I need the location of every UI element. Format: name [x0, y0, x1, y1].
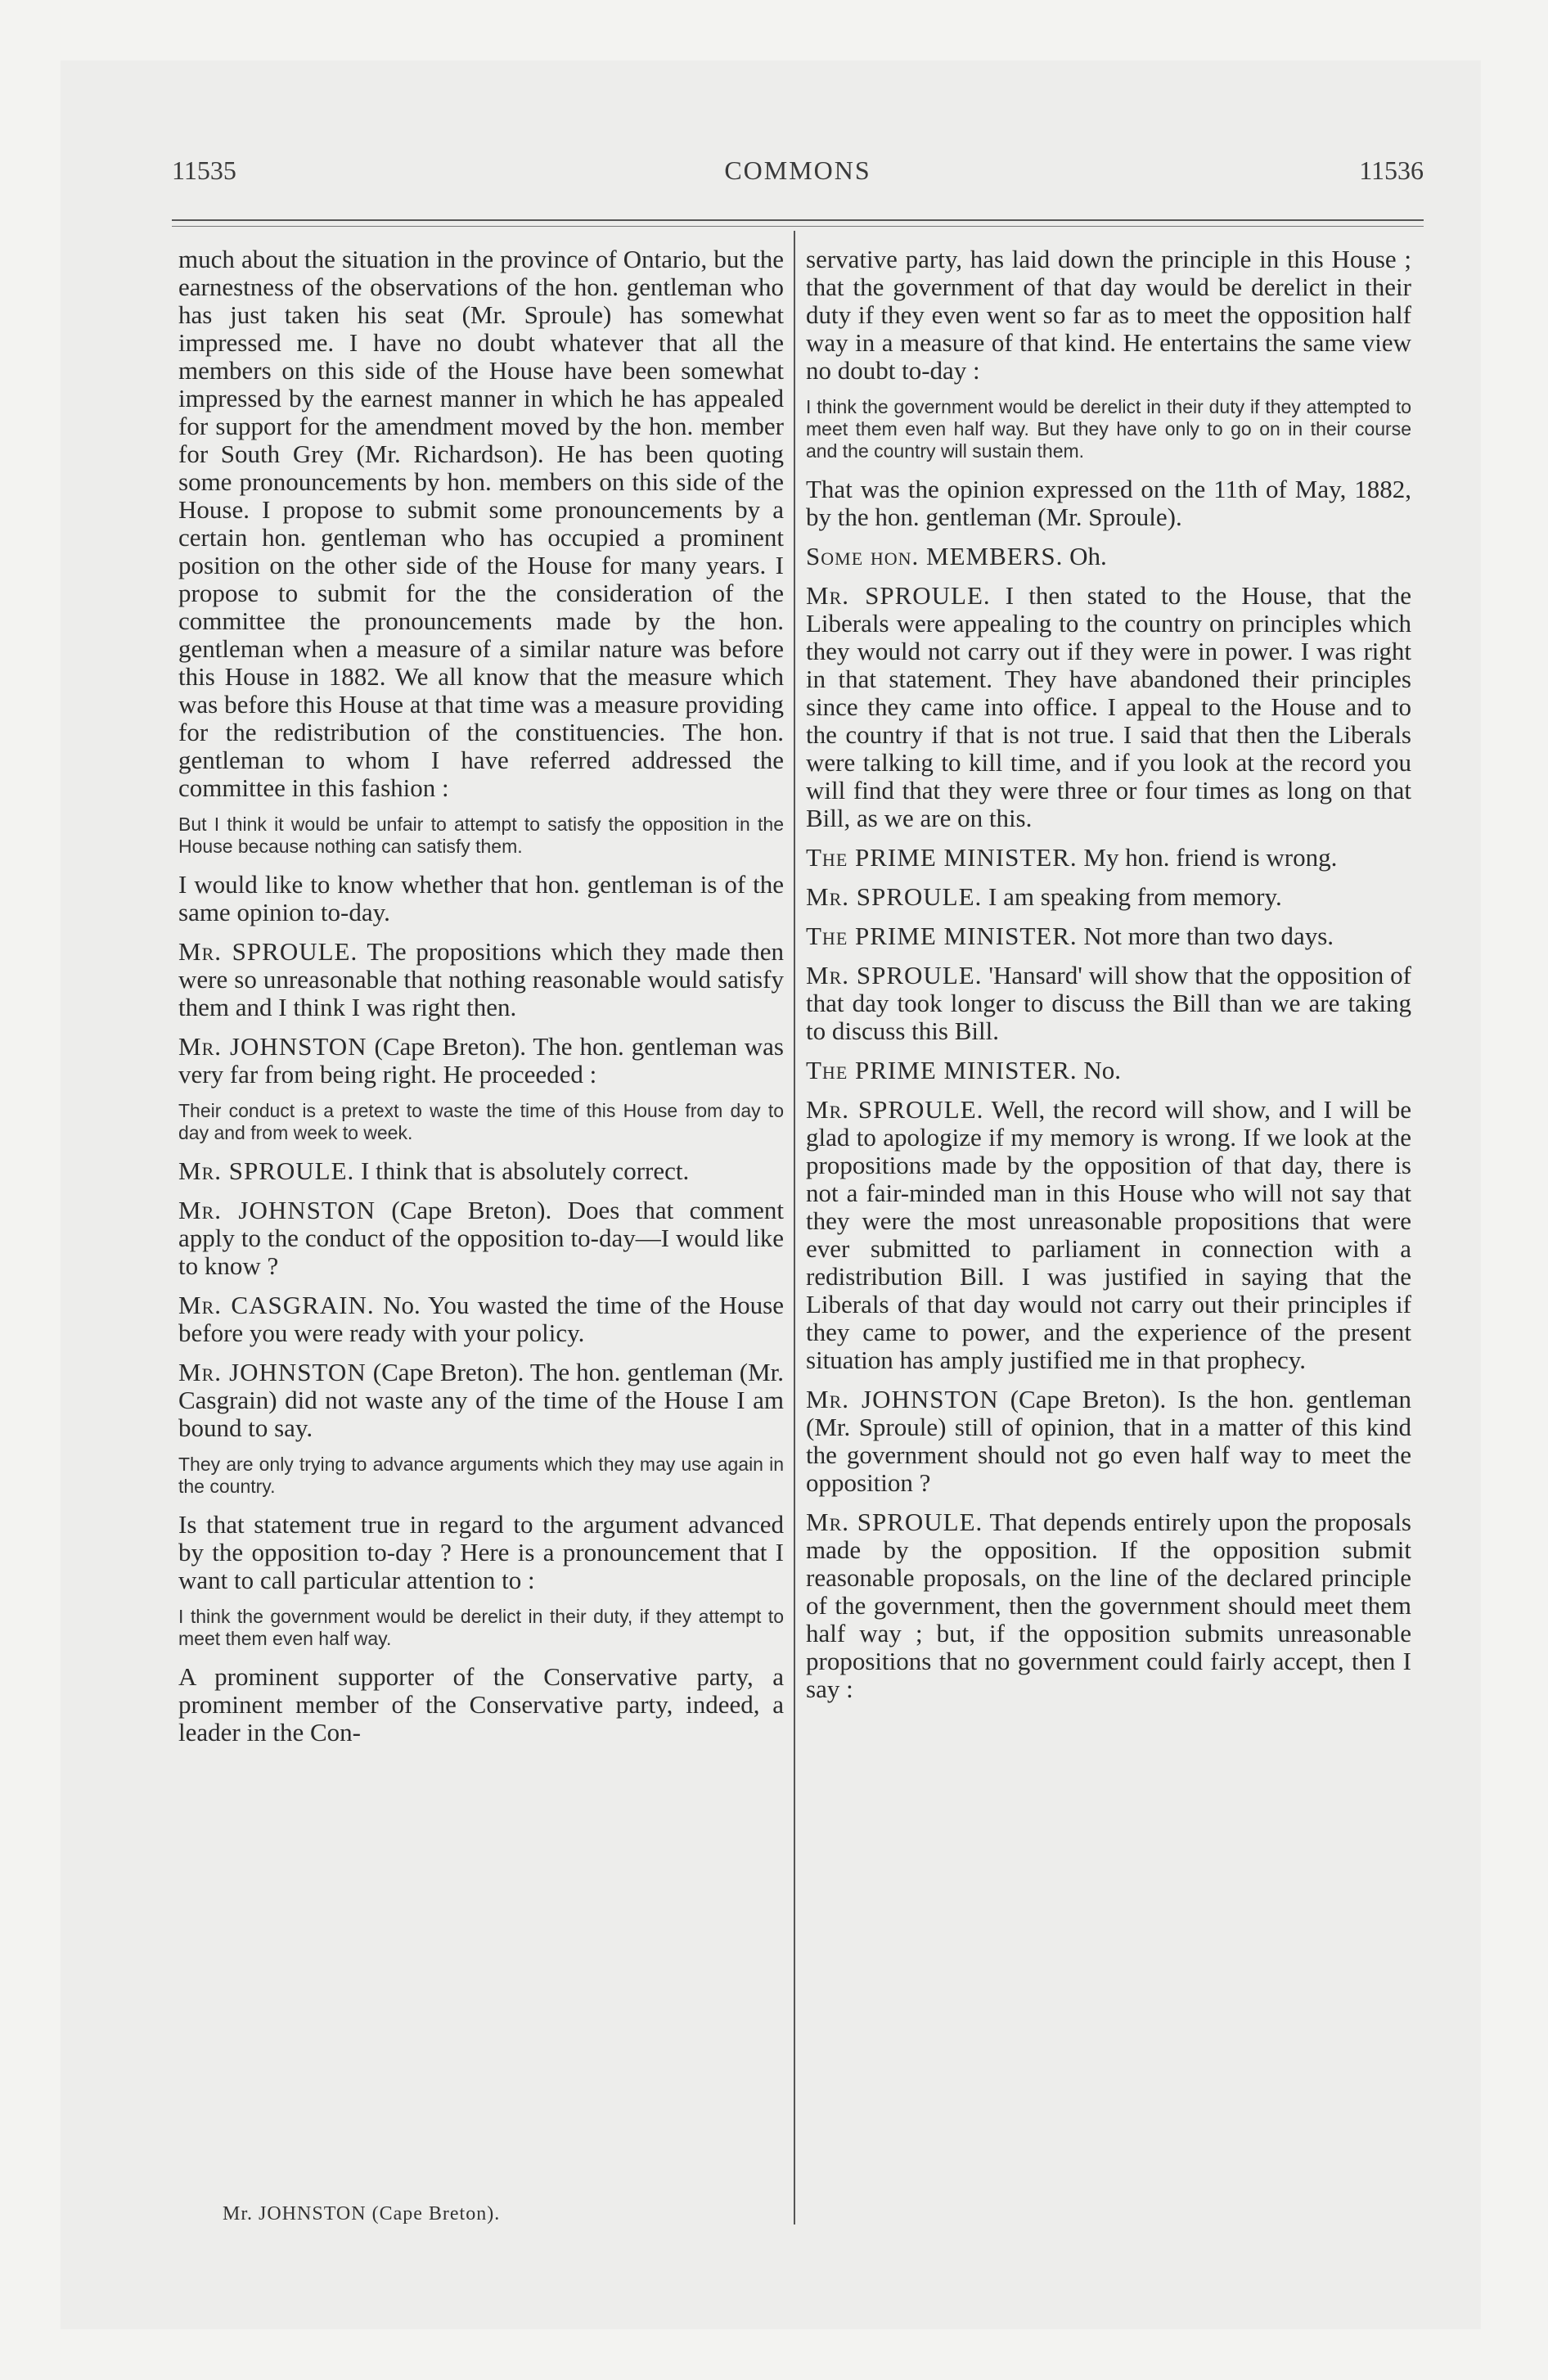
paragraph: servative party, has laid down the principle in this House ; that the government of that day would be derelict in their duty if they even went so far as to meet the opposition half way in a measure of that kind. He entertains the same view no doubt to-day :: [806, 245, 1411, 385]
right-column: [806, 246, 1411, 1715]
speech-text: I then stated to the House, that the Liberals were appealing to the country on principles which they would not carry out if they were in power. I was right in that statement. They have abandoned their principles since they came into office. I appeal to the House and to the country if that is not true. I said that then the Liberals were talking to kill time, and if you look at the record you will find that they were three or four times as long on that Bill, as we are on this.: [806, 581, 1411, 832]
speech-paragraph: [806, 1386, 1411, 1497]
speaker-name: Mr. JOHNSTON: [178, 1358, 367, 1386]
speech-text: I am speaking from memory.: [982, 882, 1282, 911]
paragraph: much about the situation in the province of Ontario, but the earnestness of the observations of the hon. gentleman who has just taken his seat (Mr. Sproule) has somewhat impressed me. I have no doubt whatever that all the members on this side of the House have been somewhat impressed by the earnest manner in which he has appealed for support for the amendment moved by the hon. member for South Grey (Mr. Richardson). He has been quoting some pronouncements by hon. members on this side of the House. I propose to submit some pronouncements by a certain hon. gentleman who has occupied a prominent position on the other side of the House for many years. I propose to submit for the the consideration of the committee the pronouncements made by the hon. gentleman when a measure of a similar nature was before this House in 1882. We all know that the measure which was before this House at that time was a measure providing for the redistribution of the constituencies. The hon. gentleman to whom I have referred addressed the committee in this fashion :: [178, 245, 784, 802]
footer-catchword: Mr. JOHNSTON (Cape Breton).: [223, 2203, 501, 2224]
speech-paragraph: [806, 582, 1411, 832]
speech-text: Not more than two days.: [1077, 922, 1334, 950]
speech-text: No.: [1077, 1056, 1122, 1084]
speaker-name: Mr. SPROULE.: [806, 1095, 984, 1124]
speaker-name: Some hon. MEMBERS.: [806, 542, 1064, 570]
paragraph: Is that statement true in regard to the argument advanced by the opposition to-day ? Here is a pronouncement that I want to call particular attention to :: [178, 1510, 784, 1594]
speech-paragraph: [806, 1508, 1411, 1703]
speech-text: (Cape Breton). The hon. gentleman was very far from being right. He proceeded :: [178, 1032, 784, 1089]
header-rule: [172, 219, 1424, 221]
page-number-right: 11536: [1359, 156, 1424, 185]
quoted-passage: But I think it would be unfair to attempt to satisfy the opposition in the House because nothing can satisfy them.: [178, 814, 784, 857]
speaker-name: Mr. SPROULE.: [806, 882, 983, 911]
speaker-name: Mr. SPROULE.: [178, 937, 358, 966]
quoted-passage: Their conduct is a pretext to waste the time of this House from day to day and from week to week.: [178, 1100, 784, 1143]
page-number-left: 11535: [172, 156, 236, 185]
speaker-name: The PRIME MINISTER.: [806, 843, 1078, 872]
speech-paragraph: [178, 1033, 784, 1089]
speech-text: That depends entirely upon the proposals made by the opposition. If the opposition submit reasonable proposals, on the line of the declared principle of the government, then the government should meet them half way ; but, if the opposition submits unreasonable propositions that no government could fairly accept, then I say :: [806, 1508, 1411, 1703]
header-rule-thin: [172, 226, 1424, 227]
quoted-passage: I think the government would be derelict in their duty, if they attempt to meet them even half way.: [178, 1606, 784, 1649]
column-divider: [794, 231, 795, 2224]
speech-text: (Cape Breton). Is the hon. gentleman (Mr. Sproule) still of opinion, that in a matter of this kind the government should not go even half way to meet the opposition ?: [806, 1385, 1412, 1497]
speech-paragraph: [178, 938, 784, 1021]
page-header: [172, 156, 1424, 188]
quoted-passage: I think the government would be derelict in their duty if they attempted to meet them even half way. But they have only to go on in their course and the country will sustain them.: [806, 396, 1411, 462]
running-title: COMMONS: [724, 156, 871, 185]
paragraph: A prominent supporter of the Conservative party, a prominent member of the Conservative party, indeed, a leader in the Con-: [178, 1662, 784, 1747]
speech-text: My hon. friend is wrong.: [1077, 843, 1338, 872]
speech-paragraph: [806, 962, 1411, 1045]
speech-text: The propositions which they made then were so unreasonable that nothing reasonable would satisfy them and I think I was right then.: [178, 937, 785, 1021]
speech-paragraph: [806, 844, 1411, 872]
speech-text: Well, the record will show, and I will be glad to apologize if my memory is wrong. If we look at the propositions made by the opposition of that day, there is not a fair-minded man in this House who will not say that they were the most unreasonable propositions that were ever submitted to parliament in connection with a redistribution Bill. I was justified in saying that the Liberals of that day would not carry out their principles if they came to power, and the experience of the present situation has amply justified me in that prophecy.: [806, 1095, 1411, 1374]
speaker-name: Mr. SPROULE.: [806, 961, 983, 989]
speech-paragraph: [178, 1157, 784, 1185]
speech-paragraph: [806, 543, 1411, 570]
speech-paragraph: [178, 1359, 784, 1442]
speech-paragraph: [806, 922, 1411, 950]
speech-paragraph: [178, 1291, 784, 1347]
speech-text: I think that is absolutely correct.: [354, 1156, 690, 1185]
speech-paragraph: [806, 883, 1411, 911]
speech-text: 'Hansard' will show that the opposition of that day took longer to discuss the Bill than we are taking to discuss this Bill.: [806, 961, 1411, 1045]
speaker-name: The PRIME MINISTER.: [806, 922, 1078, 950]
speaker-name: Mr. SPROULE.: [806, 1508, 983, 1536]
paragraph: That was the opinion expressed on the 11th of May, 1882, by the hon. gentleman (Mr. Sproule).: [806, 475, 1411, 531]
speaker-name: Mr. JOHNSTON: [178, 1032, 367, 1061]
speaker-name: Mr. JOHNSTON: [178, 1196, 376, 1224]
speaker-name: The PRIME MINISTER.: [806, 1056, 1078, 1084]
paragraph: I would like to know whether that hon. gentleman is of the same opinion to-day.: [178, 870, 784, 926]
speech-paragraph: [806, 1057, 1411, 1084]
quoted-passage: They are only trying to advance arguments which they may use again in the country.: [178, 1454, 784, 1497]
speaker-name: Mr. CASGRAIN.: [178, 1291, 375, 1319]
speaker-name: Mr. SPROULE.: [178, 1156, 355, 1185]
speech-text: (Cape Breton). Does that comment apply to the conduct of the opposition to-day—I would like to know ?: [178, 1196, 784, 1280]
speech-paragraph: [178, 1197, 784, 1280]
left-column: [178, 246, 784, 1758]
speaker-name: Mr. SPROULE.: [806, 581, 991, 610]
speech-paragraph: [806, 1096, 1411, 1374]
speaker-name: Mr. JOHNSTON: [806, 1385, 999, 1413]
speech-text: (Cape Breton). The hon. gentleman (Mr. Casgrain) did not waste any of the time of the House I am bound to say.: [178, 1358, 784, 1442]
speech-text: No. You wasted the time of the House before you were ready with your policy.: [178, 1291, 784, 1347]
speech-text: Oh.: [1063, 542, 1107, 570]
